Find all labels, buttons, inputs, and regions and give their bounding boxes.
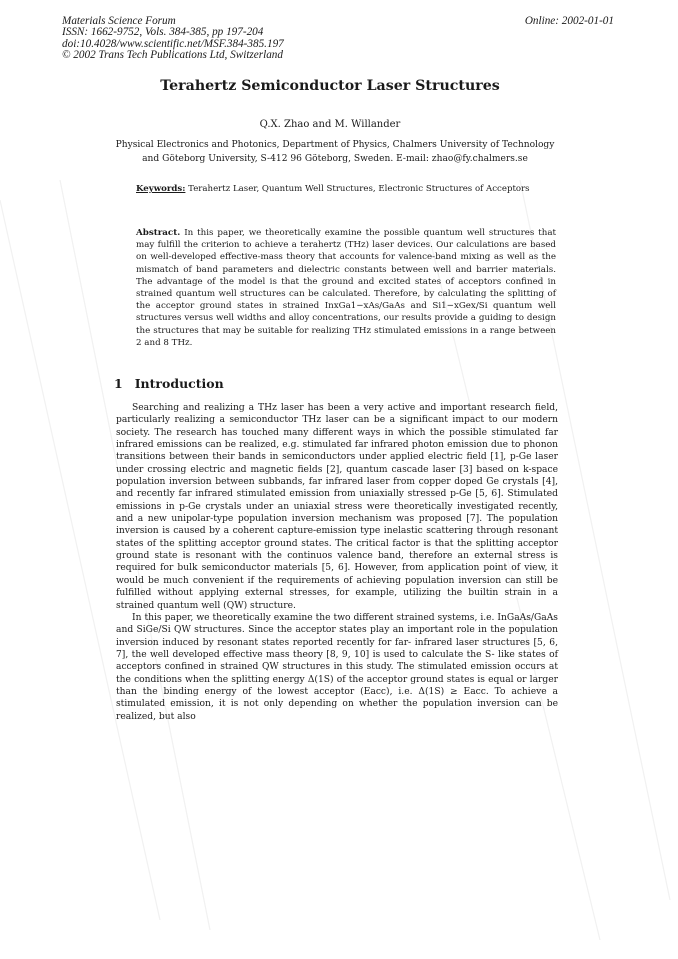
abstract-block (136, 227, 556, 349)
intro-paragraph-1: Searching and realizing a THz laser has been a very active and important research field, particularly realizing a semiconductor THz laser can be a significant impact to our modern society. The research has touched many different ways in which the possible stimulated far infrared emissions can be realized, e.g. stimulated far infrared photon emission due to phonon transitions between their bands in semiconductors under applied electric field [1], p-Ge laser under crossing electric and magnetic fields [2], quantum cascade laser [3] based on k-space population inversion between subbands, far infrared laser from copper doped Ge crystals [4], and recently far infrared stimulated emission from uniaxially stressed p-Ge [5, 6]. Stimulated emissions in p-Ge crystals under an uniaxial stress were theoretically investigated recently, and a new unipolar-type population inversion mechanism was proposed [7]. The population inversion is caused by a coherent capture-emission type inelastic scattering through resonant states of the splitting acceptor ground states. The critical factor is that the splitting acceptor ground state is resonant with the continuos valence band, therefore an external stress is required for bulk semiconductor materials [5, 6]. However, from application point of view, it would be much convenient if the requirements of achieving population inversion can still be fulfilled without applying external stresses, for example, utilizing the builtin strain in a strained quantum well (QW) structure. (116, 403, 558, 611)
copyright-line: © 2002 Trans Tech Publications Ltd, Switzerland (62, 49, 283, 62)
paper-authors: Q.X. Zhao and M. Willander (259, 119, 401, 130)
journal-name: Materials Science Forum (62, 15, 176, 27)
section-heading (114, 376, 224, 391)
author-affiliation: Physical Electronics and Photonics, Department of Physics, Chalmers University of Technology and Göteborg University, S-412 96 Göteborg, Sweden. E-mail: zhao@fy.chalmers.se (115, 140, 555, 164)
issn-line: ISSN: 1662-9752, Vols. 384-385, pp 197-204 (62, 26, 264, 39)
keywords-block (136, 183, 556, 195)
online-date: Online: 2002-01-01 (524, 15, 614, 27)
intro-paragraph-2: In this paper, we theoretically examine the two different strained systems, i.e. InGaAs/GaAs and SiGe/Si QW structures. Since the acceptor states play an important role in the population inversion induced by resonant states reported recently for far- infrared laser structures [5, 6, 7], the well developed effective mass theory [8, 9, 10] is used to calculate the S- like states of acceptors confined in strained QW structures in this study. The stimulated emission occurs at the conditions when the splitting energy Δ(1S) of the acceptor ground states is equal or larger than the binding energy of the lowest acceptor (Eacc), i.e. Δ(1S) ≥ Eacc. To achieve a stimulated emission, it is not only depending on whether the population inversion can be realized, but also (116, 612, 558, 722)
abstract-label: Abstract. (136, 228, 181, 238)
paper-title: Terahertz Semiconductor Laser Structures (160, 78, 500, 94)
journal-header (62, 16, 614, 62)
doi-line[interactable]: doi:10.4028/www.scientific.net/MSF.384-385.197 (62, 37, 284, 50)
section-title: Introduction (134, 376, 224, 391)
keywords-text: Terahertz Laser, Quantum Well Structures, Electronic Structures of Acceptors (188, 184, 530, 194)
introduction-body (116, 402, 558, 723)
abstract-text: In this paper, we theoretically examine the possible quantum well structures that may fulfill the criterion to achieve a terahertz (THz) laser devices. Our calculations are based on well-developed effective-mass theory that accounts for valence-band mixing as well as the mismatch of band parameters and dielectric constants between well and barrier materials. The advantage of the model is that the ground and excited states of acceptors confined in strained quantum well structures can be calculated. Therefore, by calculating the splitting of the acceptor ground states in strained InxGa1−xAs/GaAs and Si1−xGex/Si quantum well structures versus well widths and alloy concentrations, our results provide a guiding to design the structures that may be suitable for realizing THz stimulated emissions in a range between 2 and 8 THz. (136, 228, 557, 348)
keywords-label: Keywords: (136, 184, 186, 194)
section-number: 1 (114, 376, 123, 391)
